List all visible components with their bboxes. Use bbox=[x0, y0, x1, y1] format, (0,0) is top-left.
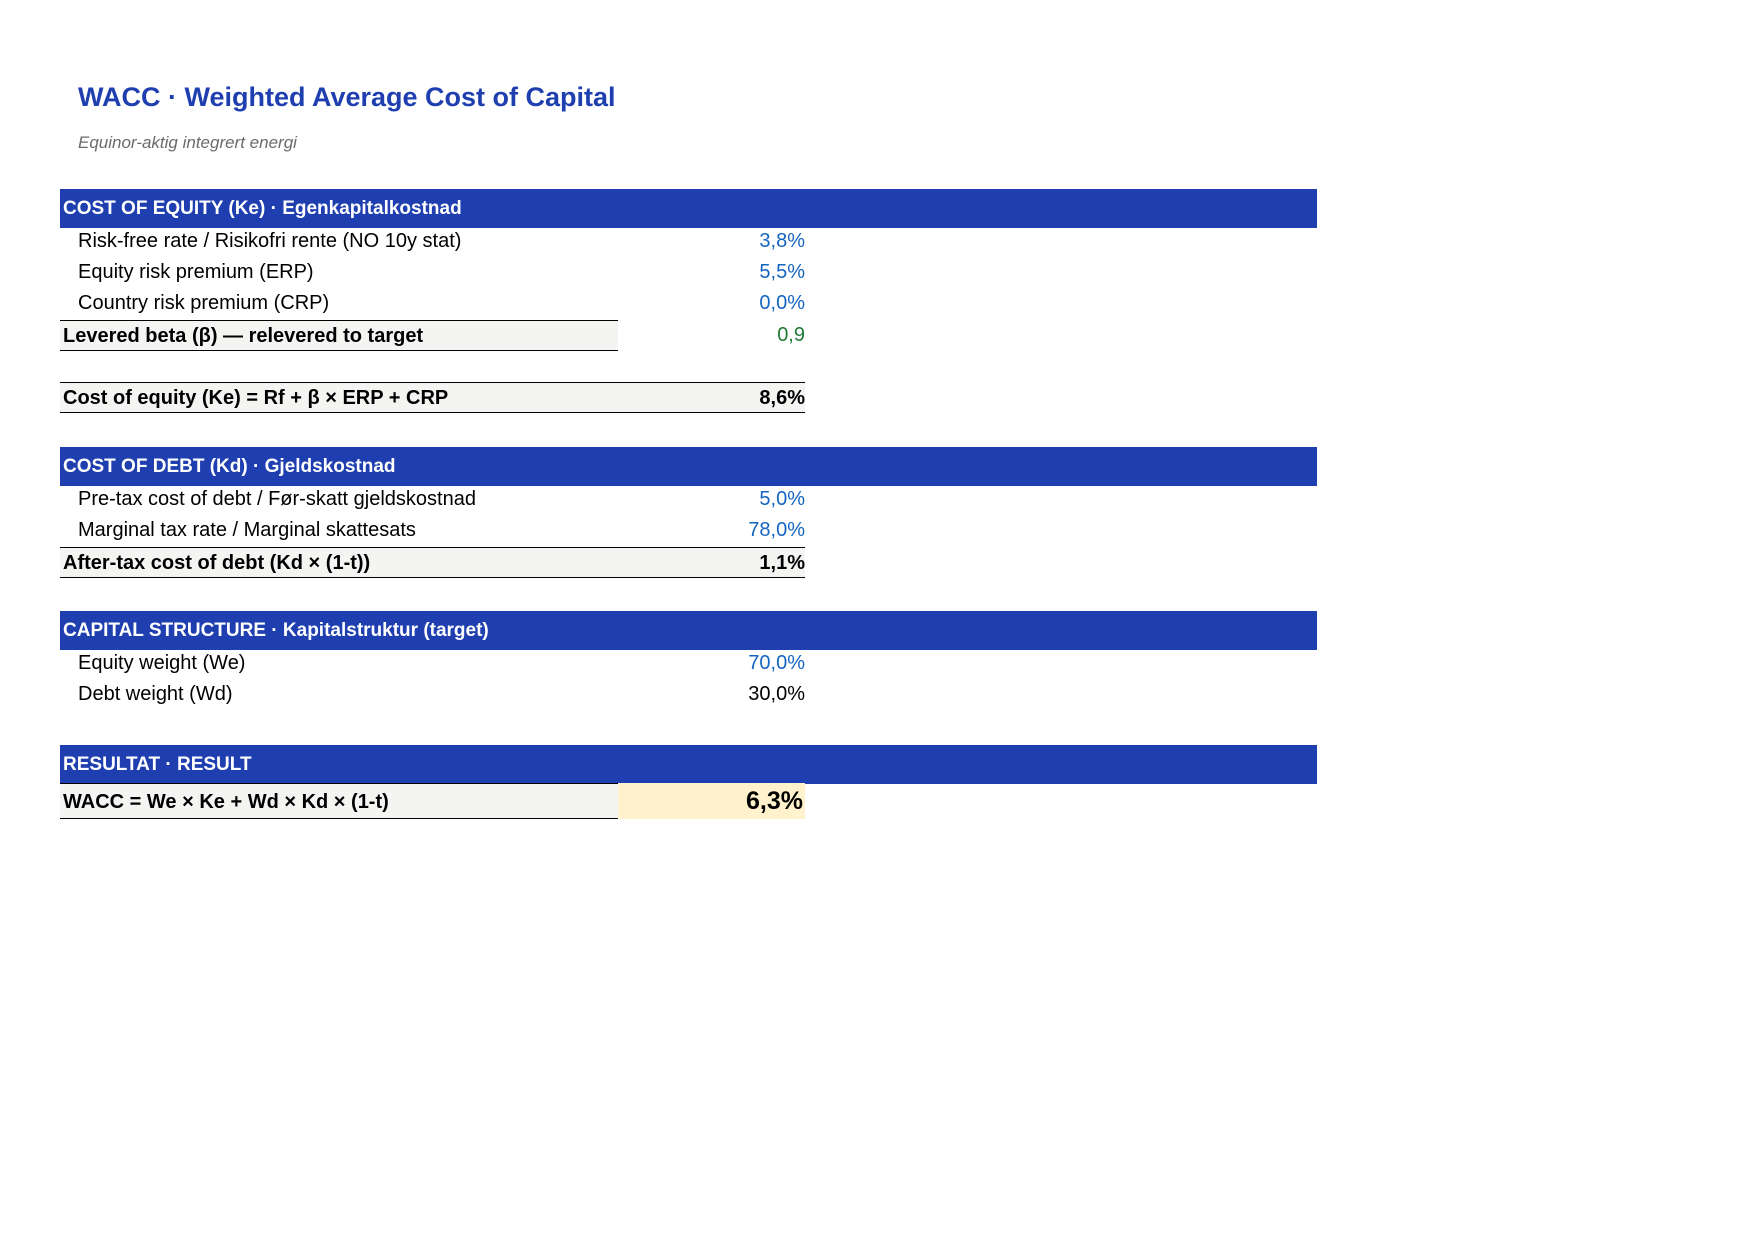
section-header-capital-structure: CAPITAL STRUCTURE · Kapitalstruktur (target) bbox=[60, 611, 1317, 650]
input-value[interactable]: 5,5% bbox=[759, 261, 805, 283]
total-value: 8,6% bbox=[759, 387, 805, 409]
row-label: Marginal tax rate / Marginal skattesats bbox=[78, 519, 416, 541]
row-risk-free-rate bbox=[60, 226, 805, 257]
row-equity-risk-premium bbox=[60, 257, 805, 288]
row-levered-beta bbox=[60, 320, 805, 351]
row-label: Risk-free rate / Risikofri rente (NO 10y stat) bbox=[78, 230, 462, 252]
input-value[interactable]: 0,0% bbox=[759, 292, 805, 314]
section-header-cost-of-equity: COST OF EQUITY (Ke) · Egenkapitalkostnad bbox=[60, 189, 1317, 228]
row-equity-weight bbox=[60, 648, 805, 679]
page-title: WACC · Weighted Average Cost of Capital bbox=[78, 82, 616, 112]
row-label: Equity risk premium (ERP) bbox=[78, 261, 314, 283]
row-marginal-tax-rate bbox=[60, 515, 805, 546]
row-label: Cost of equity (Ke) = Rf + β × ERP + CRP bbox=[63, 387, 449, 409]
input-value[interactable]: 78,0% bbox=[748, 519, 805, 541]
computed-value: 30,0% bbox=[748, 683, 805, 705]
row-label: Equity weight (We) bbox=[78, 652, 246, 674]
row-country-risk-premium bbox=[60, 288, 805, 319]
row-label: After-tax cost of debt (Kd × (1-t)) bbox=[63, 552, 371, 574]
input-value[interactable]: 5,0% bbox=[759, 488, 805, 510]
row-pre-tax-cost-of-debt bbox=[60, 484, 805, 515]
input-value[interactable]: 3,8% bbox=[759, 230, 805, 252]
row-debt-weight bbox=[60, 679, 805, 710]
row-label: WACC = We × Ke + Wd × Kd × (1-t) bbox=[60, 783, 618, 819]
section-header-cost-of-debt: COST OF DEBT (Kd) · Gjeldskostnad bbox=[60, 447, 1317, 486]
page-subtitle: Equinor-aktig integrert energi bbox=[78, 133, 297, 152]
row-label: Country risk premium (CRP) bbox=[78, 292, 330, 314]
section-header-result: RESULTAT · RESULT bbox=[60, 745, 1317, 784]
wacc-value: 6,3% bbox=[618, 783, 805, 819]
input-value[interactable]: 70,0% bbox=[748, 652, 805, 674]
row-cost-of-equity-total bbox=[60, 382, 805, 413]
row-label: Levered beta (β) — relevered to target bbox=[60, 320, 618, 351]
total-value: 1,1% bbox=[759, 552, 805, 574]
row-label: Debt weight (Wd) bbox=[78, 683, 233, 705]
row-wacc-result bbox=[60, 783, 805, 819]
beta-value[interactable]: 0,9 bbox=[777, 324, 805, 346]
row-after-tax-cost-of-debt bbox=[60, 547, 805, 578]
row-label: Pre-tax cost of debt / Før-skatt gjeldskostnad bbox=[78, 488, 476, 510]
